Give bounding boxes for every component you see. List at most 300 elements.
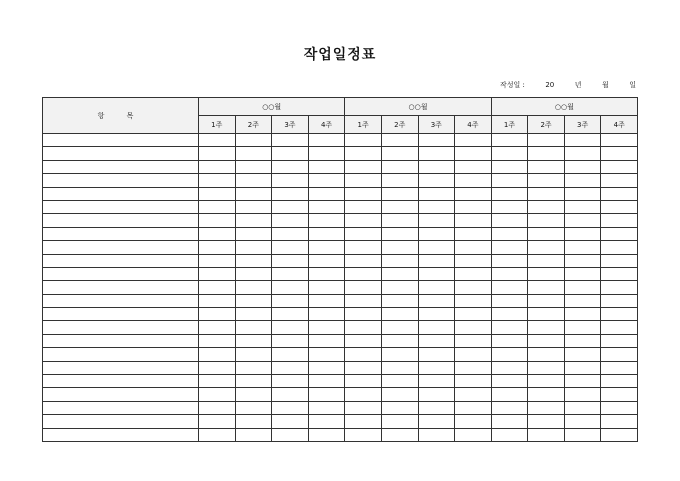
week-cell[interactable] bbox=[528, 294, 565, 307]
week-cell[interactable] bbox=[381, 361, 418, 374]
week-cell[interactable] bbox=[235, 334, 272, 347]
week-cell[interactable] bbox=[528, 321, 565, 334]
week-cell[interactable] bbox=[528, 241, 565, 254]
week-cell[interactable] bbox=[308, 308, 345, 321]
week-cell[interactable] bbox=[308, 134, 345, 147]
week-cell[interactable] bbox=[528, 281, 565, 294]
week-cell[interactable] bbox=[601, 200, 638, 213]
week-cell[interactable] bbox=[345, 334, 382, 347]
week-cell[interactable] bbox=[272, 267, 309, 280]
week-cell[interactable] bbox=[308, 241, 345, 254]
week-cell[interactable] bbox=[381, 401, 418, 414]
week-cell[interactable] bbox=[564, 401, 601, 414]
week-cell[interactable] bbox=[345, 415, 382, 428]
week-cell[interactable] bbox=[235, 281, 272, 294]
week-cell[interactable] bbox=[199, 321, 236, 334]
week-cell[interactable] bbox=[199, 241, 236, 254]
week-cell[interactable] bbox=[381, 214, 418, 227]
week-cell[interactable] bbox=[235, 401, 272, 414]
week-cell[interactable] bbox=[455, 147, 492, 160]
item-cell[interactable] bbox=[43, 361, 199, 374]
week-cell[interactable] bbox=[199, 227, 236, 240]
item-cell[interactable] bbox=[43, 241, 199, 254]
week-cell[interactable] bbox=[418, 147, 455, 160]
week-cell[interactable] bbox=[418, 134, 455, 147]
week-cell[interactable] bbox=[455, 375, 492, 388]
week-cell[interactable] bbox=[308, 321, 345, 334]
week-cell[interactable] bbox=[418, 321, 455, 334]
week-cell[interactable] bbox=[418, 334, 455, 347]
week-cell[interactable] bbox=[564, 160, 601, 173]
week-cell[interactable] bbox=[601, 174, 638, 187]
week-cell[interactable] bbox=[272, 321, 309, 334]
week-cell[interactable] bbox=[564, 428, 601, 441]
week-cell[interactable] bbox=[199, 267, 236, 280]
week-cell[interactable] bbox=[345, 428, 382, 441]
week-cell[interactable] bbox=[601, 308, 638, 321]
week-header: 4주 bbox=[455, 116, 492, 134]
week-cell[interactable] bbox=[455, 174, 492, 187]
week-cell[interactable] bbox=[381, 415, 418, 428]
week-cell[interactable] bbox=[272, 348, 309, 361]
item-cell[interactable] bbox=[43, 415, 199, 428]
week-cell[interactable] bbox=[199, 375, 236, 388]
week-cell[interactable] bbox=[601, 388, 638, 401]
week-cell[interactable] bbox=[601, 401, 638, 414]
week-cell[interactable] bbox=[491, 348, 528, 361]
week-cell[interactable] bbox=[455, 187, 492, 200]
week-cell[interactable] bbox=[564, 294, 601, 307]
week-cell[interactable] bbox=[528, 134, 565, 147]
week-cell[interactable] bbox=[381, 308, 418, 321]
week-cell[interactable] bbox=[381, 321, 418, 334]
week-cell[interactable] bbox=[308, 294, 345, 307]
week-cell[interactable] bbox=[199, 294, 236, 307]
week-cell[interactable] bbox=[601, 294, 638, 307]
item-cell[interactable] bbox=[43, 348, 199, 361]
week-cell[interactable] bbox=[418, 160, 455, 173]
week-cell[interactable] bbox=[345, 174, 382, 187]
week-cell[interactable] bbox=[601, 415, 638, 428]
week-cell[interactable] bbox=[528, 214, 565, 227]
week-cell[interactable] bbox=[418, 187, 455, 200]
week-cell[interactable] bbox=[199, 401, 236, 414]
week-cell[interactable] bbox=[272, 134, 309, 147]
week-cell[interactable] bbox=[345, 375, 382, 388]
week-cell[interactable] bbox=[345, 401, 382, 414]
week-cell[interactable] bbox=[528, 388, 565, 401]
week-cell[interactable] bbox=[381, 334, 418, 347]
week-cell[interactable] bbox=[528, 334, 565, 347]
week-cell[interactable] bbox=[455, 348, 492, 361]
week-cell[interactable] bbox=[235, 200, 272, 213]
week-cell[interactable] bbox=[601, 214, 638, 227]
week-cell[interactable] bbox=[381, 134, 418, 147]
week-cell[interactable] bbox=[235, 134, 272, 147]
week-cell[interactable] bbox=[235, 267, 272, 280]
week-cell[interactable] bbox=[308, 267, 345, 280]
week-cell[interactable] bbox=[272, 428, 309, 441]
week-cell[interactable] bbox=[491, 281, 528, 294]
week-cell[interactable] bbox=[418, 428, 455, 441]
week-cell[interactable] bbox=[418, 361, 455, 374]
week-cell[interactable] bbox=[528, 415, 565, 428]
week-cell[interactable] bbox=[381, 160, 418, 173]
week-cell[interactable] bbox=[491, 267, 528, 280]
week-cell[interactable] bbox=[455, 267, 492, 280]
week-cell[interactable] bbox=[235, 227, 272, 240]
week-cell[interactable] bbox=[564, 334, 601, 347]
week-cell[interactable] bbox=[272, 214, 309, 227]
week-cell[interactable] bbox=[199, 147, 236, 160]
week-cell[interactable] bbox=[491, 227, 528, 240]
week-cell[interactable] bbox=[564, 147, 601, 160]
item-cell[interactable] bbox=[43, 281, 199, 294]
week-cell[interactable] bbox=[564, 227, 601, 240]
week-cell[interactable] bbox=[601, 428, 638, 441]
week-cell[interactable] bbox=[235, 174, 272, 187]
week-cell[interactable] bbox=[491, 187, 528, 200]
item-cell[interactable] bbox=[43, 334, 199, 347]
week-cell[interactable] bbox=[199, 415, 236, 428]
week-cell[interactable] bbox=[381, 187, 418, 200]
week-cell[interactable] bbox=[418, 241, 455, 254]
item-cell[interactable] bbox=[43, 267, 199, 280]
week-cell[interactable] bbox=[601, 254, 638, 267]
item-cell[interactable] bbox=[43, 321, 199, 334]
week-cell[interactable] bbox=[455, 334, 492, 347]
week-cell[interactable] bbox=[381, 348, 418, 361]
week-cell[interactable] bbox=[601, 267, 638, 280]
week-cell[interactable] bbox=[418, 415, 455, 428]
week-cell[interactable] bbox=[308, 348, 345, 361]
week-cell[interactable] bbox=[418, 267, 455, 280]
week-cell[interactable] bbox=[345, 361, 382, 374]
week-cell[interactable] bbox=[455, 428, 492, 441]
week-cell[interactable] bbox=[455, 294, 492, 307]
week-cell[interactable] bbox=[601, 160, 638, 173]
week-cell[interactable] bbox=[528, 308, 565, 321]
week-cell[interactable] bbox=[272, 375, 309, 388]
week-cell[interactable] bbox=[272, 147, 309, 160]
week-cell[interactable] bbox=[199, 334, 236, 347]
week-cell[interactable] bbox=[564, 281, 601, 294]
week-cell[interactable] bbox=[455, 415, 492, 428]
week-cell[interactable] bbox=[564, 321, 601, 334]
week-cell[interactable] bbox=[491, 334, 528, 347]
week-cell[interactable] bbox=[199, 187, 236, 200]
item-cell[interactable] bbox=[43, 214, 199, 227]
item-cell[interactable] bbox=[43, 254, 199, 267]
week-cell[interactable] bbox=[564, 375, 601, 388]
week-cell[interactable] bbox=[235, 415, 272, 428]
week-cell[interactable] bbox=[199, 200, 236, 213]
week-cell[interactable] bbox=[564, 187, 601, 200]
week-cell[interactable] bbox=[528, 187, 565, 200]
week-cell[interactable] bbox=[528, 361, 565, 374]
week-cell[interactable] bbox=[235, 147, 272, 160]
week-cell[interactable] bbox=[381, 254, 418, 267]
week-cell[interactable] bbox=[272, 334, 309, 347]
week-cell[interactable] bbox=[345, 214, 382, 227]
week-cell[interactable] bbox=[345, 294, 382, 307]
week-cell[interactable] bbox=[235, 375, 272, 388]
week-cell[interactable] bbox=[381, 241, 418, 254]
week-cell[interactable] bbox=[491, 147, 528, 160]
week-cell[interactable] bbox=[564, 267, 601, 280]
week-cell[interactable] bbox=[308, 187, 345, 200]
week-cell[interactable] bbox=[381, 147, 418, 160]
week-cell[interactable] bbox=[235, 254, 272, 267]
week-cell[interactable] bbox=[308, 254, 345, 267]
week-cell[interactable] bbox=[418, 401, 455, 414]
item-cell[interactable] bbox=[43, 227, 199, 240]
week-cell[interactable] bbox=[345, 187, 382, 200]
week-cell[interactable] bbox=[308, 401, 345, 414]
week-cell[interactable] bbox=[345, 200, 382, 213]
week-cell[interactable] bbox=[308, 174, 345, 187]
week-cell[interactable] bbox=[272, 294, 309, 307]
item-cell[interactable] bbox=[43, 174, 199, 187]
week-cell[interactable] bbox=[601, 281, 638, 294]
week-cell[interactable] bbox=[199, 160, 236, 173]
week-cell[interactable] bbox=[381, 227, 418, 240]
week-cell[interactable] bbox=[381, 375, 418, 388]
week-cell[interactable] bbox=[564, 415, 601, 428]
week-cell[interactable] bbox=[491, 254, 528, 267]
week-cell[interactable] bbox=[308, 334, 345, 347]
week-cell[interactable] bbox=[418, 281, 455, 294]
week-cell[interactable] bbox=[491, 214, 528, 227]
week-cell[interactable] bbox=[528, 428, 565, 441]
week-cell[interactable] bbox=[528, 348, 565, 361]
week-cell[interactable] bbox=[528, 254, 565, 267]
week-cell[interactable] bbox=[564, 200, 601, 213]
week-cell[interactable] bbox=[272, 415, 309, 428]
week-cell[interactable] bbox=[235, 308, 272, 321]
week-cell[interactable] bbox=[345, 321, 382, 334]
week-cell[interactable] bbox=[272, 361, 309, 374]
week-cell[interactable] bbox=[601, 348, 638, 361]
week-cell[interactable] bbox=[199, 281, 236, 294]
week-cell[interactable] bbox=[455, 227, 492, 240]
week-cell[interactable] bbox=[235, 321, 272, 334]
week-cell[interactable] bbox=[455, 160, 492, 173]
item-cell[interactable] bbox=[43, 388, 199, 401]
week-cell[interactable] bbox=[199, 348, 236, 361]
week-cell[interactable] bbox=[308, 415, 345, 428]
week-cell[interactable] bbox=[528, 147, 565, 160]
week-cell[interactable] bbox=[272, 388, 309, 401]
week-cell[interactable] bbox=[418, 174, 455, 187]
week-cell[interactable] bbox=[528, 227, 565, 240]
week-cell[interactable] bbox=[199, 174, 236, 187]
week-cell[interactable] bbox=[418, 227, 455, 240]
week-cell[interactable] bbox=[601, 134, 638, 147]
item-cell[interactable] bbox=[43, 428, 199, 441]
week-cell[interactable] bbox=[235, 428, 272, 441]
week-cell[interactable] bbox=[528, 200, 565, 213]
week-cell[interactable] bbox=[528, 174, 565, 187]
week-cell[interactable] bbox=[455, 200, 492, 213]
week-cell[interactable] bbox=[491, 401, 528, 414]
item-cell[interactable] bbox=[43, 147, 199, 160]
week-cell[interactable] bbox=[564, 174, 601, 187]
week-cell[interactable] bbox=[418, 214, 455, 227]
week-cell[interactable] bbox=[455, 254, 492, 267]
week-cell[interactable] bbox=[272, 241, 309, 254]
week-cell[interactable] bbox=[491, 134, 528, 147]
week-cell[interactable] bbox=[418, 294, 455, 307]
week-cell[interactable] bbox=[272, 187, 309, 200]
week-cell[interactable] bbox=[199, 428, 236, 441]
item-cell[interactable] bbox=[43, 401, 199, 414]
week-cell[interactable] bbox=[601, 375, 638, 388]
week-cell[interactable] bbox=[235, 294, 272, 307]
week-cell[interactable] bbox=[381, 388, 418, 401]
week-cell[interactable] bbox=[345, 160, 382, 173]
week-cell[interactable] bbox=[272, 160, 309, 173]
week-cell[interactable] bbox=[564, 134, 601, 147]
week-cell[interactable] bbox=[418, 348, 455, 361]
item-cell[interactable] bbox=[43, 160, 199, 173]
week-cell[interactable] bbox=[272, 281, 309, 294]
item-cell[interactable] bbox=[43, 294, 199, 307]
week-cell[interactable] bbox=[491, 241, 528, 254]
week-cell[interactable] bbox=[272, 254, 309, 267]
week-cell[interactable] bbox=[491, 294, 528, 307]
week-cell[interactable] bbox=[528, 267, 565, 280]
week-cell[interactable] bbox=[272, 308, 309, 321]
week-cell[interactable] bbox=[455, 361, 492, 374]
week-cell[interactable] bbox=[199, 254, 236, 267]
week-cell[interactable] bbox=[235, 241, 272, 254]
week-cell[interactable] bbox=[272, 174, 309, 187]
week-cell[interactable] bbox=[491, 160, 528, 173]
week-cell[interactable] bbox=[381, 281, 418, 294]
week-cell[interactable] bbox=[235, 187, 272, 200]
week-cell[interactable] bbox=[308, 375, 345, 388]
item-cell[interactable] bbox=[43, 134, 199, 147]
week-cell[interactable] bbox=[308, 147, 345, 160]
week-cell[interactable] bbox=[528, 375, 565, 388]
week-cell[interactable] bbox=[455, 388, 492, 401]
week-cell[interactable] bbox=[308, 214, 345, 227]
week-cell[interactable] bbox=[491, 200, 528, 213]
week-cell[interactable] bbox=[345, 281, 382, 294]
week-cell[interactable] bbox=[528, 160, 565, 173]
week-cell[interactable] bbox=[345, 134, 382, 147]
week-cell[interactable] bbox=[418, 375, 455, 388]
week-cell[interactable] bbox=[308, 388, 345, 401]
week-cell[interactable] bbox=[601, 187, 638, 200]
week-cell[interactable] bbox=[235, 388, 272, 401]
week-cell[interactable] bbox=[455, 214, 492, 227]
week-cell[interactable] bbox=[601, 334, 638, 347]
week-cell[interactable] bbox=[491, 308, 528, 321]
week-cell[interactable] bbox=[345, 348, 382, 361]
week-cell[interactable] bbox=[564, 348, 601, 361]
week-cell[interactable] bbox=[381, 200, 418, 213]
week-cell[interactable] bbox=[528, 401, 565, 414]
week-cell[interactable] bbox=[491, 428, 528, 441]
week-cell[interactable] bbox=[455, 401, 492, 414]
item-cell[interactable] bbox=[43, 187, 199, 200]
week-cell[interactable] bbox=[308, 361, 345, 374]
week-cell[interactable] bbox=[308, 428, 345, 441]
week-cell[interactable] bbox=[345, 227, 382, 240]
week-cell[interactable] bbox=[564, 241, 601, 254]
week-cell[interactable] bbox=[272, 227, 309, 240]
week-cell[interactable] bbox=[381, 174, 418, 187]
week-cell[interactable] bbox=[564, 388, 601, 401]
week-cell[interactable] bbox=[308, 200, 345, 213]
item-cell[interactable] bbox=[43, 200, 199, 213]
week-cell[interactable] bbox=[564, 308, 601, 321]
week-cell[interactable] bbox=[601, 241, 638, 254]
week-cell[interactable] bbox=[455, 134, 492, 147]
week-cell[interactable] bbox=[601, 227, 638, 240]
week-cell[interactable] bbox=[418, 388, 455, 401]
week-cell[interactable] bbox=[491, 321, 528, 334]
week-cell[interactable] bbox=[601, 321, 638, 334]
week-cell[interactable] bbox=[564, 214, 601, 227]
week-cell[interactable] bbox=[345, 254, 382, 267]
week-cell[interactable] bbox=[601, 147, 638, 160]
week-cell[interactable] bbox=[455, 308, 492, 321]
week-cell[interactable] bbox=[455, 321, 492, 334]
week-cell[interactable] bbox=[455, 281, 492, 294]
week-cell[interactable] bbox=[199, 134, 236, 147]
week-cell[interactable] bbox=[199, 308, 236, 321]
week-cell[interactable] bbox=[418, 200, 455, 213]
item-cell[interactable] bbox=[43, 375, 199, 388]
week-cell[interactable] bbox=[381, 294, 418, 307]
week-cell[interactable] bbox=[308, 160, 345, 173]
week-cell[interactable] bbox=[345, 388, 382, 401]
week-cell[interactable] bbox=[345, 241, 382, 254]
week-cell[interactable] bbox=[235, 214, 272, 227]
week-cell[interactable] bbox=[381, 267, 418, 280]
week-cell[interactable] bbox=[491, 415, 528, 428]
week-cell[interactable] bbox=[418, 308, 455, 321]
week-cell[interactable] bbox=[272, 401, 309, 414]
week-cell[interactable] bbox=[235, 361, 272, 374]
week-cell[interactable] bbox=[491, 361, 528, 374]
week-cell[interactable] bbox=[235, 348, 272, 361]
week-cell[interactable] bbox=[601, 361, 638, 374]
week-cell[interactable] bbox=[345, 147, 382, 160]
item-cell[interactable] bbox=[43, 308, 199, 321]
week-cell[interactable] bbox=[199, 388, 236, 401]
week-cell[interactable] bbox=[418, 254, 455, 267]
week-cell[interactable] bbox=[199, 214, 236, 227]
week-cell[interactable] bbox=[381, 428, 418, 441]
week-cell[interactable] bbox=[308, 281, 345, 294]
week-cell[interactable] bbox=[491, 375, 528, 388]
week-cell[interactable] bbox=[564, 361, 601, 374]
week-cell[interactable] bbox=[491, 388, 528, 401]
week-cell[interactable] bbox=[272, 200, 309, 213]
week-cell[interactable] bbox=[235, 160, 272, 173]
week-cell[interactable] bbox=[491, 174, 528, 187]
week-cell[interactable] bbox=[564, 254, 601, 267]
week-cell[interactable] bbox=[455, 241, 492, 254]
week-cell[interactable] bbox=[345, 267, 382, 280]
week-cell[interactable] bbox=[345, 308, 382, 321]
week-cell[interactable] bbox=[199, 361, 236, 374]
week-cell[interactable] bbox=[308, 227, 345, 240]
